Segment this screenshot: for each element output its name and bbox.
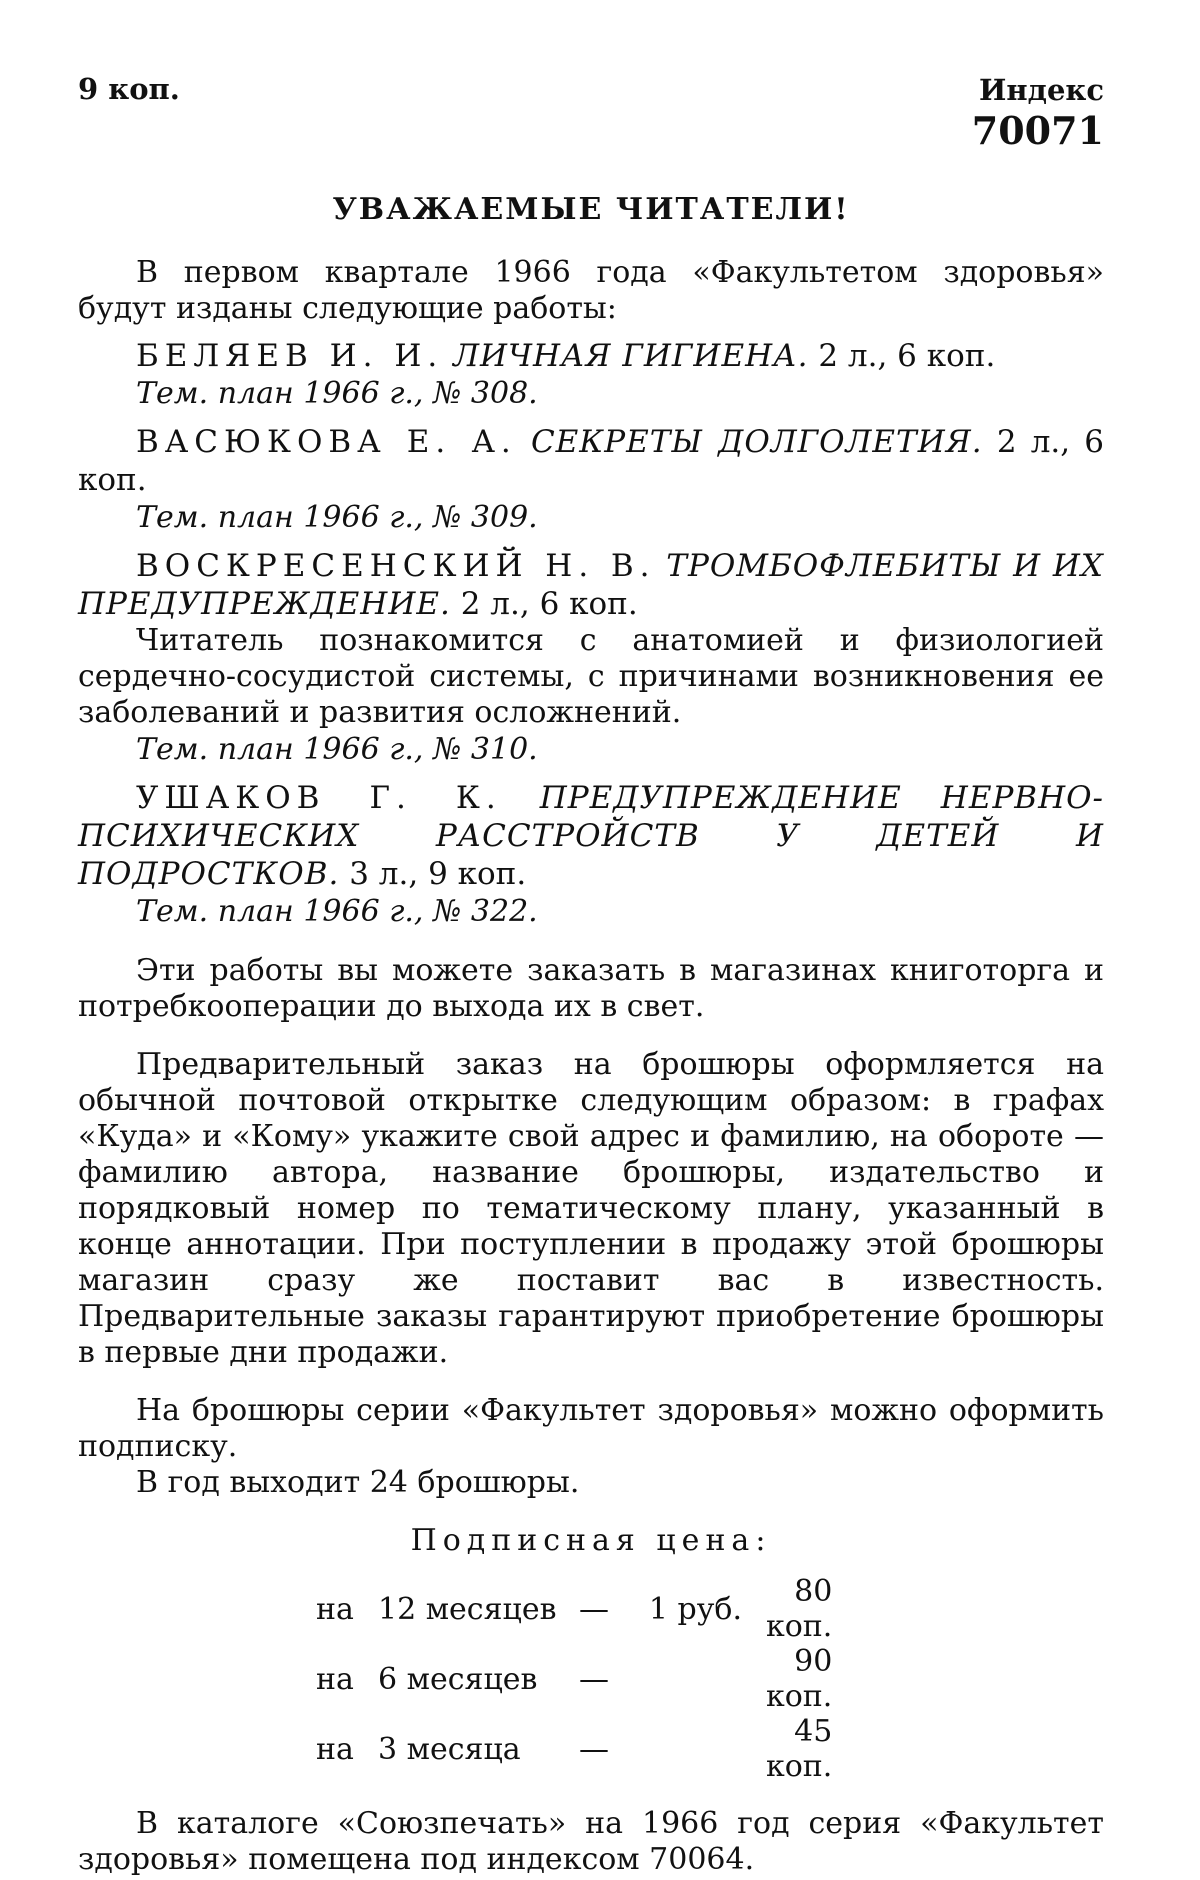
book-title: ПРЕДУПРЕЖДЕНИЕ НЕРВНО-ПСИХИЧЕСКИХ РАССТРОЙСТВ У ДЕТЕЙ И ПОДРОСТКОВ. — [78, 780, 1105, 892]
price-prefix: на — [316, 1591, 354, 1627]
book-heading — [78, 547, 1104, 623]
index-label: Индекс — [978, 73, 1104, 107]
book-plan: Тем. план 1966 г., № 322. — [136, 894, 538, 929]
book-plan: Тем. план 1966 г., № 309. — [136, 500, 538, 535]
price-prefix: на — [316, 1661, 354, 1697]
book-entry — [78, 779, 1104, 931]
spacer — [78, 931, 1104, 953]
book-heading — [78, 337, 1104, 375]
price-dash: — — [579, 1661, 609, 1697]
price-rub: 1 руб. — [648, 1591, 742, 1627]
book-entry — [78, 547, 1104, 769]
spacer — [78, 1784, 1104, 1806]
price-term: 3 месяца — [378, 1731, 521, 1767]
book-heading — [78, 779, 1104, 893]
book-details: 2 л., 6 коп. — [78, 424, 1104, 498]
header-row — [78, 62, 1104, 170]
book-entry — [78, 337, 1104, 413]
book-details: 3 л., 9 коп. — [349, 856, 527, 892]
price-rub — [624, 1644, 754, 1714]
subscription-title: Подписная цена: — [410, 1523, 772, 1558]
price-row — [316, 1574, 832, 1644]
intro-paragraph: В первом квартале 1966 года «Факультетом здоровья» будут изданы следующие работы: — [78, 255, 1104, 326]
book-plan: Тем. план 1966 г., № 310. — [136, 732, 538, 767]
subscription-note: На брошюры серии «Факультет здоровья» можно оформить подписку. — [78, 1393, 1104, 1464]
price-rub — [624, 1714, 754, 1784]
book-author: ВАСЮКОВА Е. А. — [136, 424, 517, 460]
price-kop: 80 коп. — [766, 1574, 833, 1644]
price-kop: 45 коп. — [766, 1714, 833, 1784]
book-plan: Тем. план 1966 г., № 308. — [136, 376, 538, 411]
price-dash: — — [579, 1731, 609, 1767]
catalog-note: В каталоге «Союзпечать» на 1966 год серия «Факультет здоровья» помещена под индексом 70064. — [78, 1806, 1104, 1877]
order-note: Эти работы вы можете заказать в магазинах книготорга и потребкооперации до выхода их в свет. — [78, 953, 1104, 1024]
yearly-note: В год выходит 24 брошюры. — [136, 1465, 580, 1500]
spacer — [78, 1025, 1104, 1047]
price: 9 коп. — [78, 72, 180, 106]
price-table — [316, 1574, 832, 1784]
price-term: 12 месяцев — [378, 1591, 557, 1627]
index-block — [972, 72, 1104, 154]
book-title: СЕКРЕТЫ ДОЛГОЛЕТИЯ. — [530, 424, 983, 460]
book-heading — [78, 423, 1104, 499]
book-details: 2 л., 6 коп. — [460, 586, 638, 622]
price-row — [316, 1644, 832, 1714]
book-entry — [78, 423, 1104, 537]
price-dash: — — [579, 1591, 609, 1627]
index-number: 70071 — [971, 108, 1104, 153]
book-author: УШАКОВ Г. К. — [136, 780, 502, 816]
price-kop: 90 коп. — [766, 1644, 833, 1714]
price-term: 6 месяцев — [378, 1661, 538, 1697]
spacer — [78, 1371, 1104, 1393]
book-title: ЛИЧНАЯ ГИГИЕНА. — [453, 338, 809, 374]
document-page — [78, 62, 1104, 1878]
book-annotation: Читатель познакомится с анатомией и физиологией сердечно-сосудистой системы, с причинами возникновения ее заболеваний и развития осложнений. — [78, 623, 1104, 730]
price-prefix: на — [316, 1731, 354, 1767]
price-row — [316, 1714, 832, 1784]
page-heading: УВАЖАЕМЫЕ ЧИТАТЕЛИ! — [332, 192, 850, 227]
preorder-paragraph: Предварительный заказ на брошюры оформляется на обычной почтовой открытке следующим образом: в графах «Куда» и «Кому» укажите свой адрес и фамилию, на обороте — фамилию автора, название брошюры, издательство и порядковый номер по тематическому плану, указанный в конце аннотации. При поступлении в продажу этой брошюры магазин сразу же поставит вас в известность. Предварительные заказы гарантируют приобретение брошюры в первые дни продажи. — [78, 1047, 1104, 1370]
book-title: ТРОМБОФЛЕБИТЫ И ИХ ПРЕДУПРЕЖДЕНИЕ. — [78, 548, 1104, 622]
book-details: 2 л., 6 коп. — [818, 338, 996, 374]
book-author: ВОСКРЕСЕНСКИЙ Н. В. — [136, 548, 656, 584]
book-author: БЕЛЯЕВ И. И. — [136, 338, 444, 374]
